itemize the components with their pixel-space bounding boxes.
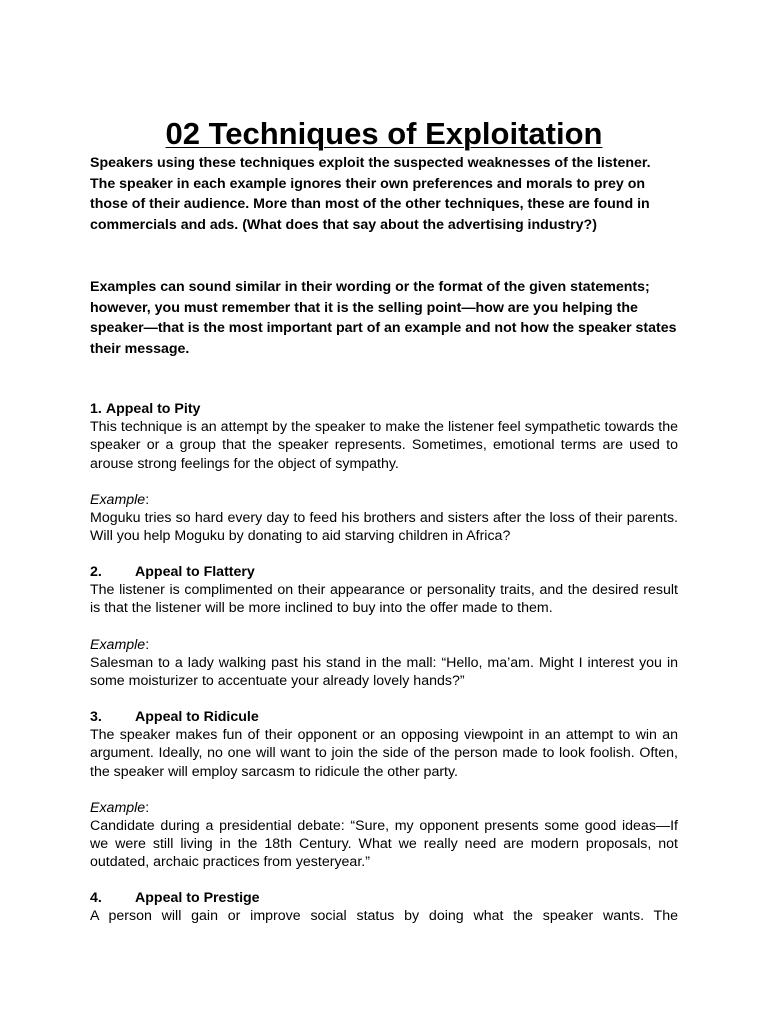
section-heading [90,400,678,418]
example-text: Salesman to a lady walking past his stand in the mall: “Hello, ma’am. Might I interest you in some moisturizer to accentuate your already lovely hands?” [90,654,678,690]
section-heading-text: Appeal to Flattery [135,564,255,580]
example-word: Example [90,636,146,653]
intro-paragraph: Examples can sound similar in their wording or the format of the given statements; however, you must remember that it is the selling point—how are you helping the speaker—that is the most important part of an example and not how the speaker states their message. [90,279,677,358]
example-label [90,799,678,817]
example-colon: : [145,491,150,508]
section-heading [90,708,678,726]
section-heading-text: Appeal to Pity [105,401,201,417]
section-appeal-to-flattery [90,563,678,690]
section-heading-text: Appeal to Ridicule [135,709,259,725]
example-label [90,491,678,509]
section-number: 2. [90,564,102,580]
example-label [90,636,678,654]
example-text: Moguku tries so hard every day to feed his brothers and sisters after the loss of their parents. Will you help Moguku by donating to aid starving children in Africa? [90,510,678,545]
example-colon: : [145,799,150,816]
section-heading [90,563,678,581]
section-heading [90,889,678,907]
section-body: This technique is an attempt by the speaker to make the listener feel sympathetic towards the speaker or a group that the speaker represents. Sometimes, emotional terms are used to arouse strong feelings for the object of sympathy. [90,419,678,472]
section-number: 3. [90,709,102,725]
page-title: 02 Techniques of Exploitation [165,115,603,151]
section-heading-text: Appeal to Prestige [135,890,260,906]
section-appeal-to-ridicule [90,708,678,872]
example-text: Candidate during a presidential debate: “Sure, my opponent presents some good ideas—If we were still living in the 18th Century. What we really need are modern proposals, not outdated, archaic practices from yesteryear.” [90,818,678,871]
section-body: A person will gain or improve social status by doing what the speaker wants. The [90,908,678,925]
example-colon: : [145,636,150,653]
section-body: The listener is complimented on their appearance or personality traits, and the desired result is that the listener will be more inclined to buy into the offer made to them. [90,582,678,617]
section-appeal-to-pity [90,400,678,545]
section-number: 1. [90,401,102,417]
section-appeal-to-prestige [90,889,678,925]
intro-paragraph: Speakers using these techniques exploit the suspected weaknesses of the listener. The speaker in each example ignores their own preferences and morals to prey on those of their audience. More than most of the other techniques, these are found in commercials and ads. (What does that say about the advertising industry?) [90,155,651,234]
example-word: Example [90,799,146,816]
example-word: Example [90,491,146,508]
section-body: The speaker makes fun of their opponent or an opposing viewpoint in an attempt to win an argument. Ideally, no one will want to join the side of the person made to look foolish. Often, the speaker will employ sarcasm to ridicule the other party. [90,727,678,780]
section-number: 4. [90,890,102,906]
